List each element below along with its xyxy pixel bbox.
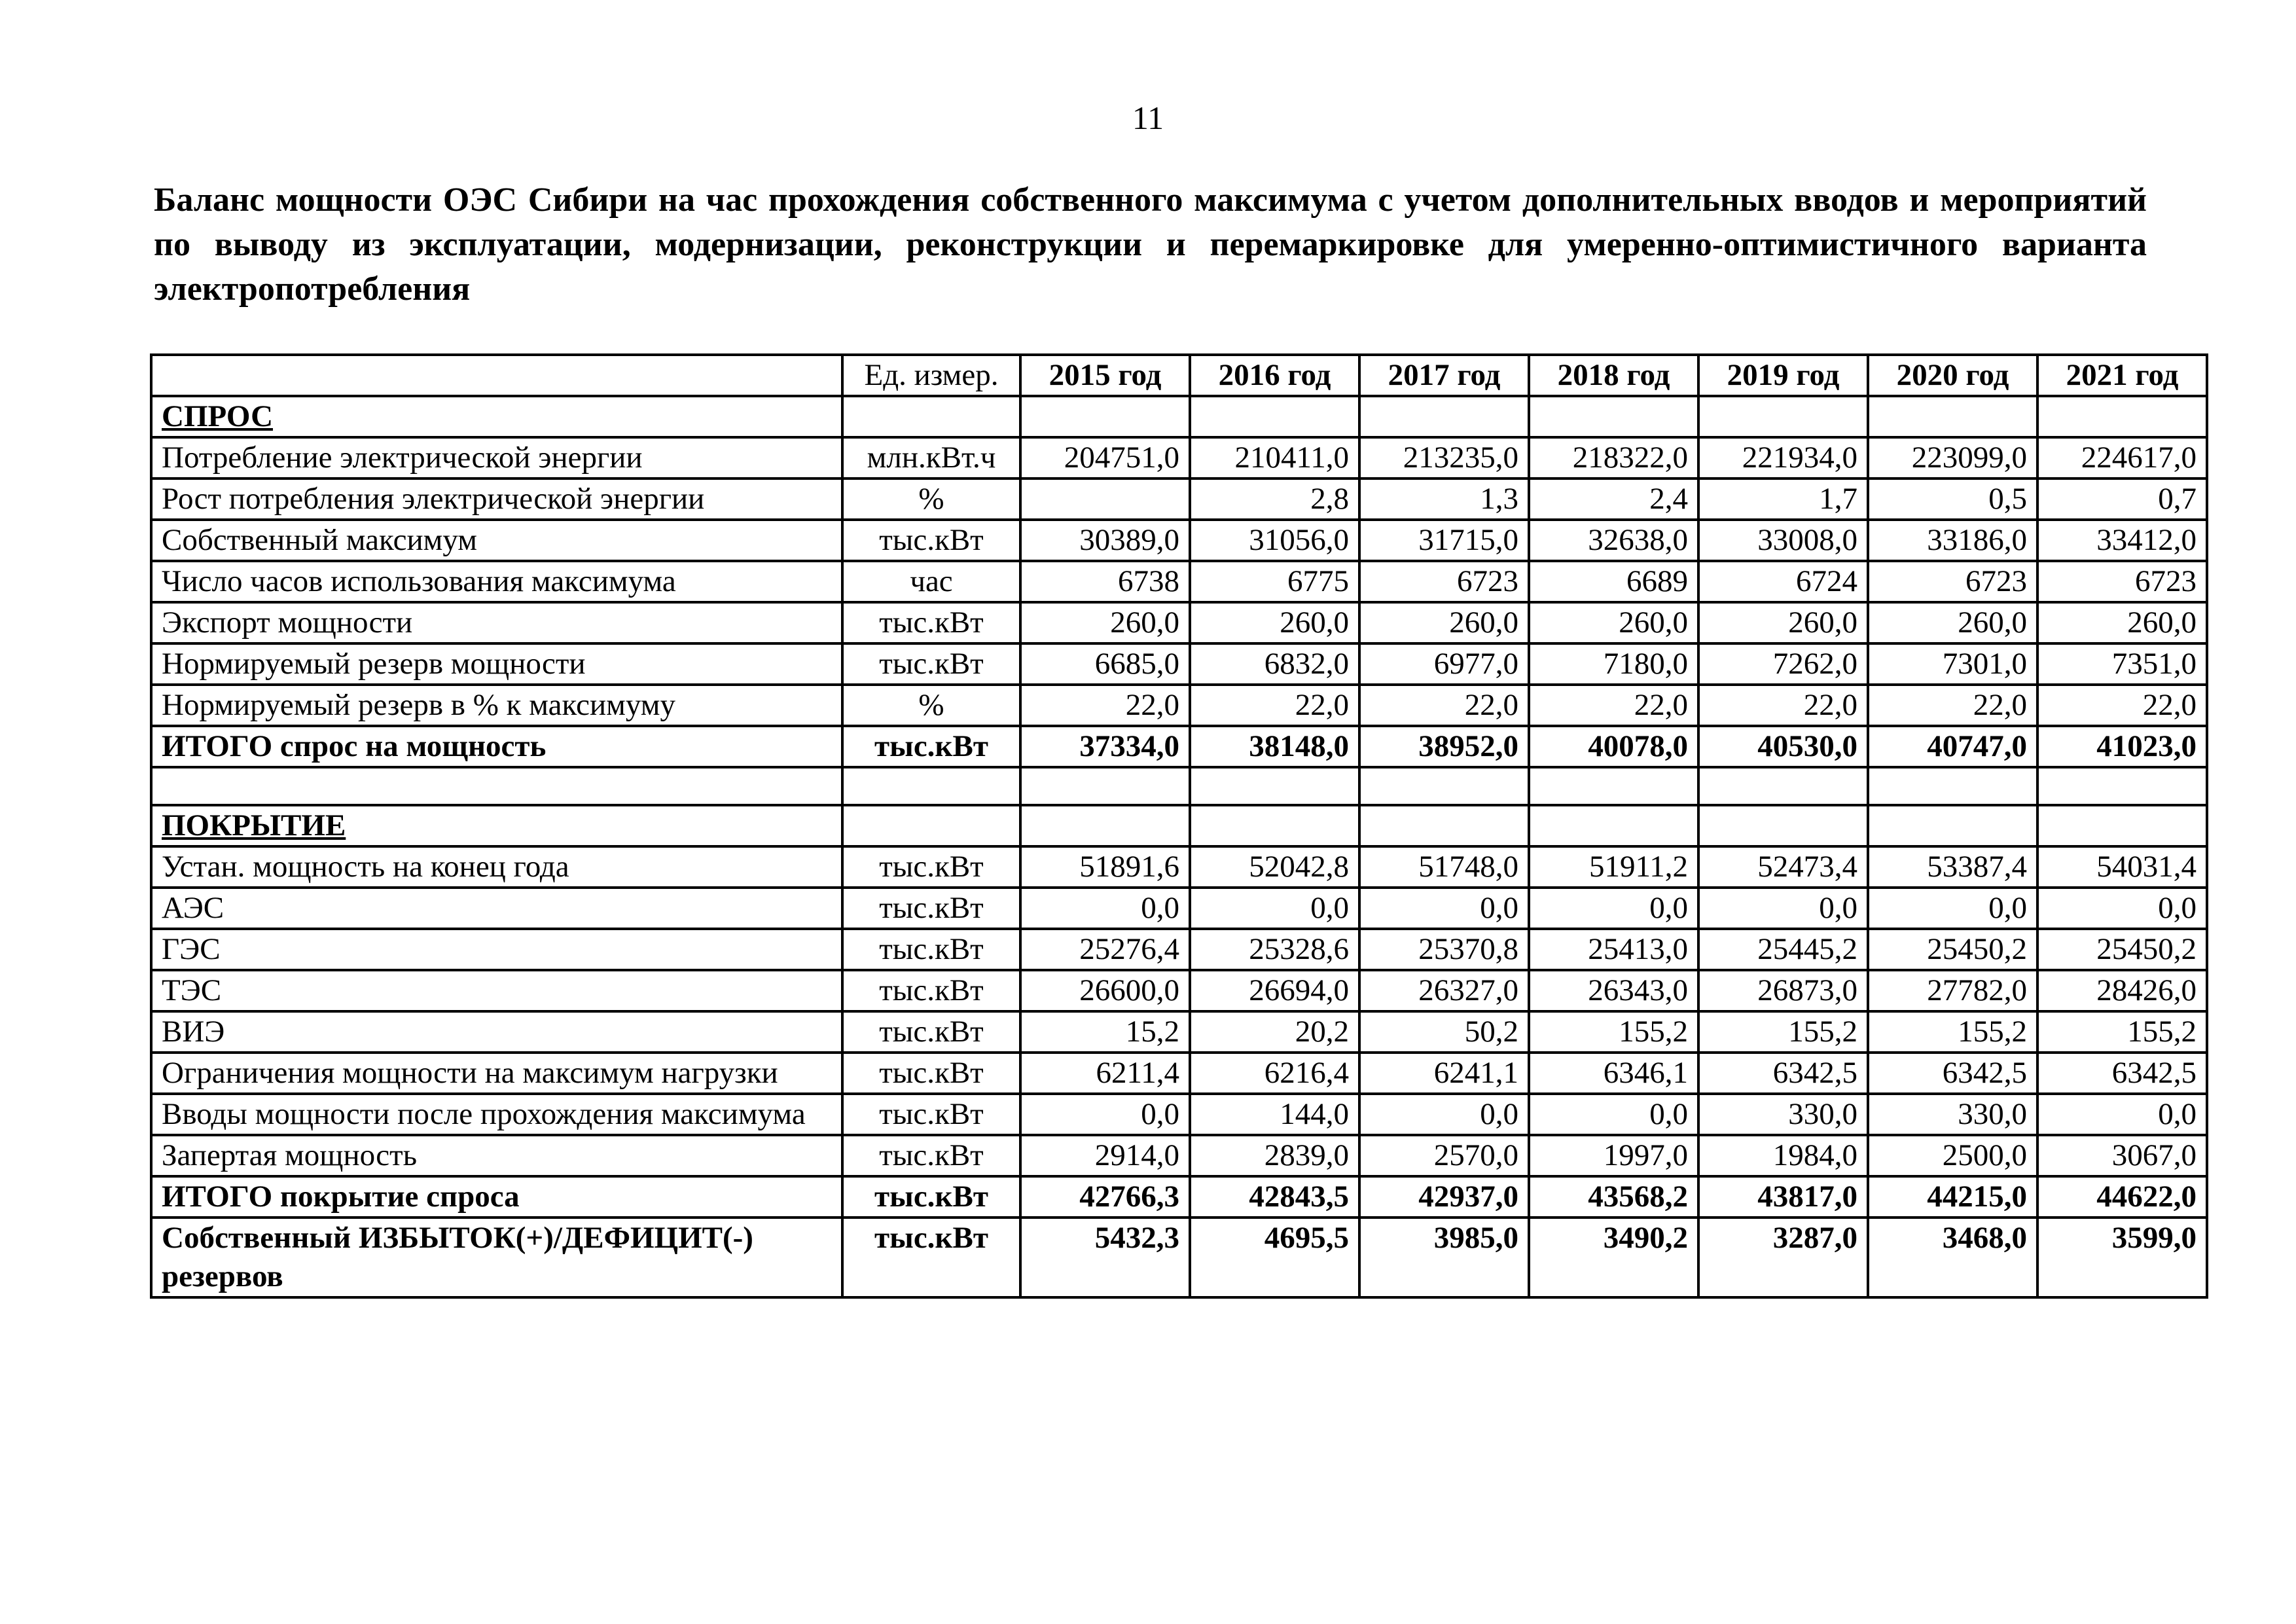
row-value: 26343,0 [1529,970,1698,1011]
row-value: 31715,0 [1359,520,1529,561]
empty-cell [151,767,842,805]
row-value: 33412,0 [2037,520,2207,561]
row-value: 53387,4 [1868,846,2037,888]
row-value: 2570,0 [1359,1135,1529,1176]
row-value: 0,0 [1868,888,2037,929]
empty-cell [1190,805,1359,846]
row-value: 0,0 [1359,1094,1529,1135]
row-value: 25370,8 [1359,929,1529,970]
header-blank-cell [151,355,842,396]
row-value: 26327,0 [1359,970,1529,1011]
spacer-row [151,767,2207,805]
empty-cell [842,396,1020,437]
row-value: 6832,0 [1190,643,1359,685]
supply-section-header: ПОКРЫТИЕ [162,808,346,842]
row-value: 41023,0 [2037,726,2207,767]
row-label: ВИЭ [151,1011,842,1053]
empty-cell [1698,767,1868,805]
row-value: 2839,0 [1190,1135,1359,1176]
row-value: 40530,0 [1698,726,1868,767]
row-value: 6216,4 [1190,1053,1359,1094]
row-value: 43568,2 [1529,1176,1698,1218]
row-value: 22,0 [1868,685,2037,726]
row-unit: млн.кВт.ч [842,437,1020,478]
row-unit: тыс.кВт [842,1135,1020,1176]
table-row [151,437,2207,478]
demand-section-header-cell [151,396,842,437]
empty-cell [1190,767,1359,805]
row-value: 6723 [1868,561,2037,602]
table-row [151,1094,2207,1135]
table-row [151,1011,2207,1053]
supply-section-header-cell [151,805,842,846]
row-value: 0,0 [2037,888,2207,929]
row-value: 6738 [1020,561,1190,602]
table-row [151,970,2207,1011]
row-value: 1984,0 [1698,1135,1868,1176]
table-row [151,846,2207,888]
row-label: Устан. мощность на конец года [151,846,842,888]
empty-cell [1698,805,1868,846]
row-value: 51748,0 [1359,846,1529,888]
row-value: 51891,6 [1020,846,1190,888]
row-value: 6723 [1359,561,1529,602]
row-value: 155,2 [1698,1011,1868,1053]
row-unit: тыс.кВт [842,846,1020,888]
row-label: Ограничения мощности на максимум нагрузки [151,1053,842,1094]
row-value: 6211,4 [1020,1053,1190,1094]
row-value: 4695,5 [1190,1218,1359,1297]
row-value: 37334,0 [1020,726,1190,767]
row-value: 22,0 [1359,685,1529,726]
row-value: 22,0 [1190,685,1359,726]
row-value: 25445,2 [1698,929,1868,970]
row-value: 44215,0 [1868,1176,2037,1218]
row-value: 5432,3 [1020,1218,1190,1297]
empty-cell [1868,767,2037,805]
year-header: 2016 год [1190,355,1359,396]
row-value: 260,0 [2037,602,2207,643]
document-title: Баланс мощности ОЭС Сибири на час прохождения собственного максимума с учетом дополнительных вводов и мероприятий по выводу из эксплуатации, модернизации, реконструкции и перемаркировке для умеренно-оптимистичного варианта электропотребления [154,181,2147,308]
row-label: Число часов использования максимума [151,561,842,602]
row-value: 1997,0 [1529,1135,1698,1176]
row-unit: тыс.кВт [842,888,1020,929]
row-value: 155,2 [2037,1011,2207,1053]
row-label: Нормируемый резерв мощности [151,643,842,685]
empty-cell [2037,396,2207,437]
row-value: 260,0 [1698,602,1868,643]
row-value: 260,0 [1020,602,1190,643]
row-value: 6241,1 [1359,1053,1529,1094]
row-value: 1,7 [1698,478,1868,520]
empty-cell [1359,396,1529,437]
empty-cell [842,767,1020,805]
row-value: 44622,0 [2037,1176,2207,1218]
row-value: 40078,0 [1529,726,1698,767]
row-value: 20,2 [1190,1011,1359,1053]
row-label: Запертая мощность [151,1135,842,1176]
row-unit: тыс.кВт [842,970,1020,1011]
row-value: 6689 [1529,561,1698,602]
row-label: АЭС [151,888,842,929]
row-value: 6977,0 [1359,643,1529,685]
row-label: ИТОГО спрос на мощность [151,726,842,767]
empty-cell [1529,805,1698,846]
row-value: 25450,2 [2037,929,2207,970]
row-value: 52473,4 [1698,846,1868,888]
row-value: 155,2 [1868,1011,2037,1053]
table-row [151,685,2207,726]
table-row [151,561,2207,602]
row-label: Вводы мощности после прохождения максимума [151,1094,842,1135]
row-value: 6775 [1190,561,1359,602]
row-value: 2500,0 [1868,1135,2037,1176]
row-value: 0,0 [1020,1094,1190,1135]
row-unit: тыс.кВт [842,726,1020,767]
row-value: 42766,3 [1020,1176,1190,1218]
row-value: 25450,2 [1868,929,2037,970]
table-row [151,520,2207,561]
row-value: 25328,6 [1190,929,1359,970]
row-value: 0,0 [1359,888,1529,929]
row-value: 33186,0 [1868,520,2037,561]
year-header: 2017 год [1359,355,1529,396]
year-header: 2015 год [1020,355,1190,396]
empty-cell [1868,805,2037,846]
row-value: 33008,0 [1698,520,1868,561]
empty-cell [1020,767,1190,805]
year-header: 2021 год [2037,355,2207,396]
year-header: 2019 год [1698,355,1868,396]
row-value: 42937,0 [1359,1176,1529,1218]
year-header: 2020 год [1868,355,2037,396]
table-row [151,643,2207,685]
year-header: 2018 год [1529,355,1698,396]
row-value: 38952,0 [1359,726,1529,767]
table-row [151,1053,2207,1094]
row-value: 7301,0 [1868,643,2037,685]
empty-cell [1868,396,2037,437]
balance-row [151,1218,2207,1297]
row-value: 3067,0 [2037,1135,2207,1176]
row-value: 28426,0 [2037,970,2207,1011]
row-label: Собственный максимум [151,520,842,561]
row-value: 224617,0 [2037,437,2207,478]
row-unit: тыс.кВт [842,929,1020,970]
row-label: ГЭС [151,929,842,970]
row-value: 330,0 [1698,1094,1868,1135]
empty-cell [1529,396,1698,437]
empty-cell [842,805,1020,846]
row-value: 26694,0 [1190,970,1359,1011]
row-value: 38148,0 [1190,726,1359,767]
row-label: ТЭС [151,970,842,1011]
table-row [151,888,2207,929]
row-value: 3599,0 [2037,1218,2207,1297]
row-value: 144,0 [1190,1094,1359,1135]
row-unit: час [842,561,1020,602]
row-value: 3490,2 [1529,1218,1698,1297]
power-balance-table [150,353,2208,1299]
row-value: 26873,0 [1698,970,1868,1011]
row-value: 22,0 [1698,685,1868,726]
row-value: 2,8 [1190,478,1359,520]
row-value: 0,0 [1698,888,1868,929]
row-label: Экспорт мощности [151,602,842,643]
row-unit: % [842,685,1020,726]
demand-section-header-row [151,396,2207,437]
demand-total-row [151,726,2207,767]
row-unit: тыс.кВт [842,1011,1020,1053]
row-value: 32638,0 [1529,520,1698,561]
row-value: 40747,0 [1868,726,2037,767]
row-value: 31056,0 [1190,520,1359,561]
row-unit: тыс.кВт [842,520,1020,561]
empty-cell [1020,805,1190,846]
empty-cell [1359,767,1529,805]
row-value: 27782,0 [1868,970,2037,1011]
empty-cell [1190,396,1359,437]
supply-section-header-row [151,805,2207,846]
row-value: 6342,5 [1698,1053,1868,1094]
table-row [151,602,2207,643]
row-value: 0,0 [1529,1094,1698,1135]
row-value: 22,0 [1020,685,1190,726]
empty-cell [1698,396,1868,437]
row-value: 204751,0 [1020,437,1190,478]
page-number: 11 [1132,99,1164,136]
row-value: 50,2 [1359,1011,1529,1053]
row-value: 0,0 [1529,888,1698,929]
row-value: 7351,0 [2037,643,2207,685]
row-value: 223099,0 [1868,437,2037,478]
row-value: 43817,0 [1698,1176,1868,1218]
row-unit: тыс.кВт [842,1176,1020,1218]
row-value: 26600,0 [1020,970,1190,1011]
row-value: 42843,5 [1190,1176,1359,1218]
row-unit: тыс.кВт [842,1053,1020,1094]
row-label: Потребление электрической энергии [151,437,842,478]
row-value [1020,478,1190,520]
row-value: 0,0 [1020,888,1190,929]
row-value: 260,0 [1359,602,1529,643]
row-value: 1,3 [1359,478,1529,520]
unit-header: Ед. измер. [842,355,1020,396]
row-value: 54031,4 [2037,846,2207,888]
supply-total-row [151,1176,2207,1218]
row-value: 0,5 [1868,478,2037,520]
row-value: 218322,0 [1529,437,1698,478]
row-value: 6346,1 [1529,1053,1698,1094]
row-value: 7262,0 [1698,643,1868,685]
row-value: 260,0 [1868,602,2037,643]
row-value: 221934,0 [1698,437,1868,478]
empty-cell [2037,767,2207,805]
row-label: ИТОГО покрытие спроса [151,1176,842,1218]
row-value: 6685,0 [1020,643,1190,685]
row-value: 22,0 [2037,685,2207,726]
row-value: 2914,0 [1020,1135,1190,1176]
row-value: 15,2 [1020,1011,1190,1053]
row-value: 2,4 [1529,478,1698,520]
row-value: 6342,5 [1868,1053,2037,1094]
empty-cell [2037,805,2207,846]
row-unit: % [842,478,1020,520]
row-unit: тыс.кВт [842,1094,1020,1135]
row-value: 260,0 [1190,602,1359,643]
empty-cell [1529,767,1698,805]
row-value: 25413,0 [1529,929,1698,970]
row-value: 260,0 [1529,602,1698,643]
row-value: 6342,5 [2037,1053,2207,1094]
row-value: 3287,0 [1698,1218,1868,1297]
row-value: 0,7 [2037,478,2207,520]
row-value: 6724 [1698,561,1868,602]
row-value: 51911,2 [1529,846,1698,888]
row-value: 155,2 [1529,1011,1698,1053]
row-unit: тыс.кВт [842,1218,1020,1297]
table-row [151,478,2207,520]
row-value: 22,0 [1529,685,1698,726]
row-unit: тыс.кВт [842,643,1020,685]
row-value: 210411,0 [1190,437,1359,478]
row-label: Рост потребления электрической энергии [151,478,842,520]
row-value: 30389,0 [1020,520,1190,561]
row-value: 25276,4 [1020,929,1190,970]
row-value: 3468,0 [1868,1218,2037,1297]
row-value: 330,0 [1868,1094,2037,1135]
row-value: 3985,0 [1359,1218,1529,1297]
row-value: 52042,8 [1190,846,1359,888]
empty-cell [1020,396,1190,437]
row-label: Нормируемый резерв в % к максимуму [151,685,842,726]
row-value: 0,0 [2037,1094,2207,1135]
header-row [151,355,2207,396]
row-value: 7180,0 [1529,643,1698,685]
table-row [151,1135,2207,1176]
table-row [151,929,2207,970]
row-value: 213235,0 [1359,437,1529,478]
row-unit: тыс.кВт [842,602,1020,643]
demand-section-header: СПРОС [162,399,274,433]
empty-cell [1359,805,1529,846]
row-label: Собственный ИЗБЫТОК(+)/ДЕФИЦИТ(-) резервов [151,1218,842,1297]
table-body [151,355,2207,1297]
row-value: 0,0 [1190,888,1359,929]
row-value: 6723 [2037,561,2207,602]
